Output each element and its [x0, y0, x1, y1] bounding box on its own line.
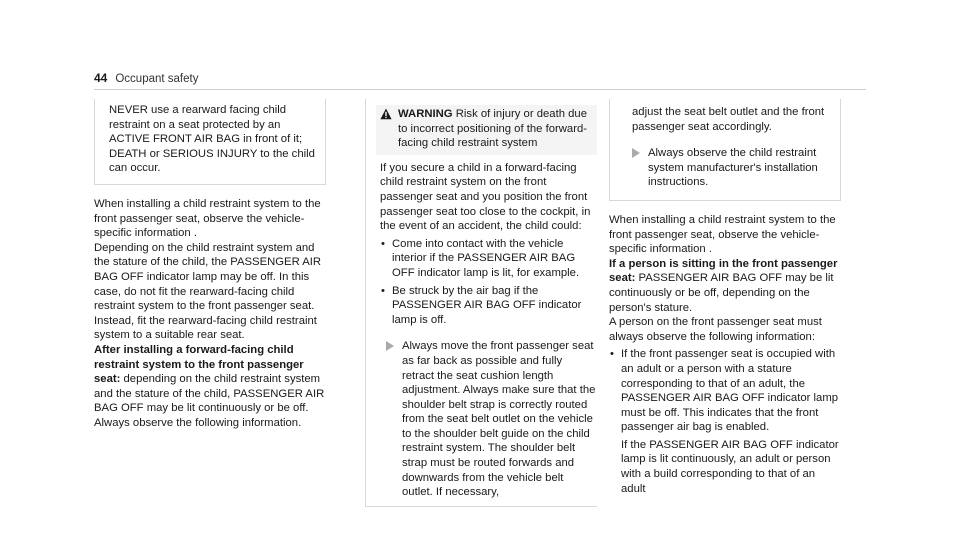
- paragraph: When installing a child restraint system to the front passenger seat, observe the vehicle-specific information .: [94, 197, 321, 240]
- paragraph-text: depending on the child restraint system and the stature of the child, PASSENGER AIR BAG OFF may be lit continuously or be off.: [94, 373, 325, 415]
- warning-continued-text: adjust the seat belt outlet and the front passenger seat accordingly.: [632, 106, 825, 133]
- warning-box-continued: [609, 99, 841, 201]
- paragraph-forward-facing: [94, 343, 326, 416]
- notice-box: [94, 99, 326, 185]
- tip: [626, 146, 832, 190]
- list-item: • Be struck by the air bag if the PASSENGER AIR BAG OFF indicator lamp is off.: [380, 284, 597, 328]
- running-title: Occupant safety: [115, 73, 199, 85]
- paragraph: Instead, fit the rearward-facing child restraint system to a suitable rear seat.: [94, 314, 317, 342]
- column-3: [609, 99, 841, 499]
- list-item-text: If the front passenger seat is occupied with an adult or a person with a stature corresponding to that of an adult, the PASSENGER AIR BAG OFF indicator lamp must be off. This indicates that the front passenger air bag is enabled.: [621, 348, 839, 434]
- bold-lead: After installing a forward-facing child restraint system to the front passenger seat:: [94, 343, 304, 386]
- list-item: • Come into contact with the vehicle interior if the PASSENGER AIR BAG OFF indicator lamp is lit, for example.: [380, 237, 597, 281]
- paragraph: A person on the front passenger seat must always observe the following information:: [609, 316, 822, 343]
- arrow-right-icon: [632, 148, 640, 158]
- list-item: [609, 347, 841, 496]
- arrow-right-icon: [386, 341, 394, 351]
- page-header: [94, 71, 198, 87]
- column-2: [365, 99, 597, 507]
- page-number: 44: [94, 71, 108, 85]
- bold-lead: If a person is sitting in the front passenger seat:: [609, 257, 838, 285]
- header-divider: [94, 89, 866, 90]
- tip-text: Always observe the child restraint system manufacturer's installation instructions.: [648, 147, 818, 189]
- warning-heading-text: Risk of injury or death due to incorrect positioning of the forward-facing child restraint system: [398, 108, 588, 150]
- paragraph-person-seated: [609, 257, 841, 315]
- paragraph: Depending on the child restraint system and the stature of the child, the PASSENGER AIR BAG OFF indicator lamp may be off. In this case, do not fit the rearward-facing child restraint system to the front passenger seat.: [94, 241, 322, 313]
- column-1: [94, 99, 326, 430]
- warning-label: WARNING: [398, 108, 453, 120]
- notice-text: NEVER use a rearward facing child restraint on a seat protected by an ACTIVE FRONT AIR BAG in front of it; DEATH or SERIOUS INJURY to the child can occur.: [109, 104, 315, 175]
- warning-heading: [376, 105, 597, 155]
- paragraph: When installing a child restraint system to the front passenger seat, observe the vehicle-specific information .: [609, 213, 836, 256]
- tip-text: Always move the front passenger seat as far back as possible and fully retract the seat cushion length adjustment. Always make sure that the shoulder belt strap is correctly routed from the seat belt outlet on the vehicle to the shoulder belt guide on the child restraint system. The shoulder belt strap must be routed forwards and downwards from the vehicle belt outlet. If necessary,: [402, 340, 596, 499]
- warning-triangle-icon: [380, 108, 392, 120]
- warning-box: [365, 99, 597, 507]
- bullet-list: [380, 237, 597, 328]
- tip: [380, 339, 597, 500]
- warning-intro: If you secure a child in a forward-facing child restraint system on the front passenger seat and you position the front passenger seat too close to the cockpit, in the event of an accident, the child could:: [380, 161, 591, 233]
- list-item-continued: If the PASSENGER AIR BAG OFF indicator lamp is lit continuously, an adult or person with a build corresponding to that of an adult: [621, 438, 839, 495]
- paragraph: Always observe the following information.: [94, 416, 302, 429]
- paragraph-text: PASSENGER AIR BAG OFF may be lit continuously or be off, depending on the person's stature.: [609, 272, 834, 314]
- bullet-list: [609, 347, 841, 496]
